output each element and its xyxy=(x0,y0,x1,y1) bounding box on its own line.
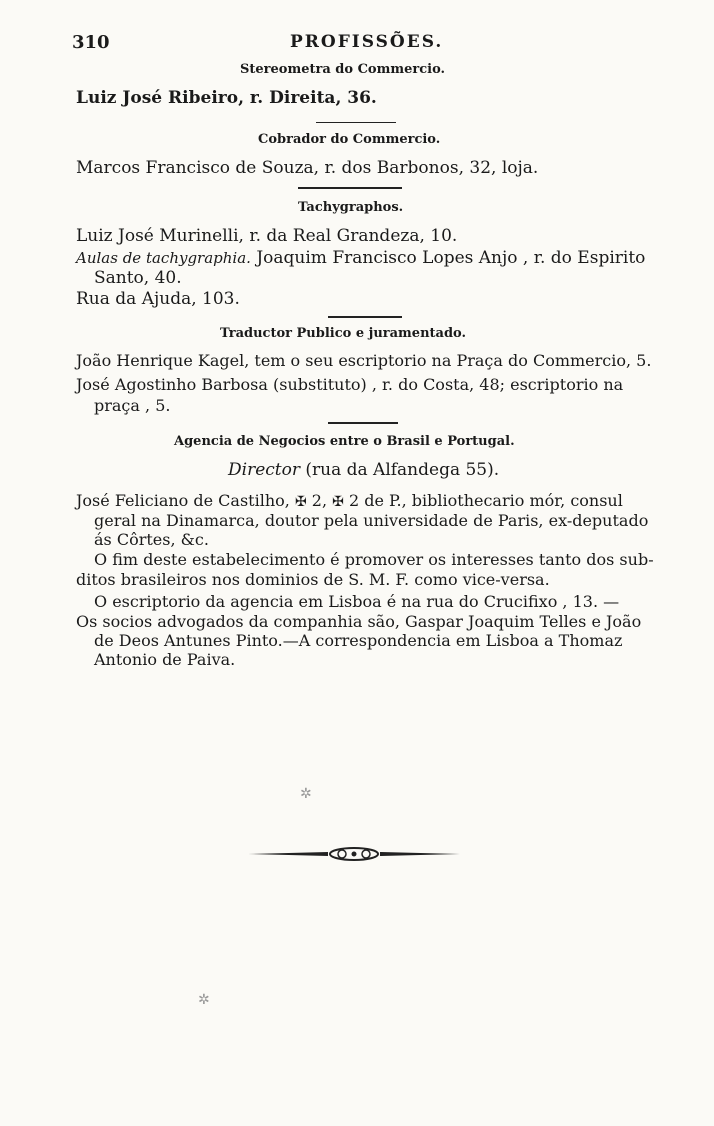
entry-line: Luiz José Ribeiro, r. Direita, 36. xyxy=(76,88,377,108)
entry-line: ditos brasileiros nos dominios de S. M. F. como vice-versa. xyxy=(76,570,550,589)
entry-line: geral na Dinamarca, doutor pela universidade de Paris, ex-deputado xyxy=(94,511,649,530)
director-line xyxy=(228,460,499,480)
entry-text: 2 de P., bibliothecario mór, consul xyxy=(343,491,623,510)
entry-line: Os socios advogados da companhia são, Gaspar Joaquim Telles e João xyxy=(76,612,642,631)
section-title-cobrador: Cobrador do Commercio. xyxy=(258,132,441,147)
entry-line xyxy=(76,248,645,268)
order-cross-icon: ✠ xyxy=(294,494,307,510)
entry-line: Rua da Ajuda, 103. xyxy=(76,289,240,309)
entry-text: 2, xyxy=(306,491,333,510)
section-title-agencia: Agencia de Negocios entre o Brasil e Portugal. xyxy=(174,434,515,449)
entry-line: O escriptorio da agencia em Lisboa é na rua do Crucifixo , 13. — xyxy=(94,592,620,611)
entry-text: José Feliciano de Castilho, xyxy=(76,491,295,510)
section-divider xyxy=(328,316,402,318)
section-divider xyxy=(298,187,402,189)
entry-text: Joaquim Francisco Lopes Anjo , r. do Espirito xyxy=(250,248,646,268)
entry-line: Antonio de Paiva. xyxy=(94,650,236,669)
entry-line: Santo, 40. xyxy=(94,268,182,288)
section-title-traductor: Traductor Publico e juramentado. xyxy=(220,326,467,341)
entry-line: Luiz José Murinelli, r. da Real Grandeza, 10. xyxy=(76,226,458,246)
section-title-tachygraphos: Tachygraphos. xyxy=(298,200,404,215)
tailpiece-ornament-icon xyxy=(248,842,460,866)
section-divider xyxy=(328,422,398,424)
italic-label: Aulas de tachygraphia. xyxy=(76,249,251,267)
entry-line: Marcos Francisco de Souza, r. dos Barbonos, 32, loja. xyxy=(76,158,539,178)
entry-line: O fim deste estabelecimento é promover os interesses tanto dos sub- xyxy=(94,550,654,569)
entry-text: (rua da Alfandega 55). xyxy=(299,460,500,480)
print-speck: ✲ xyxy=(198,992,210,1008)
section-divider xyxy=(316,122,396,123)
italic-label: Director xyxy=(228,460,300,480)
entry-line xyxy=(76,491,623,510)
print-speck: ✲ xyxy=(300,786,312,802)
page-number: 310 xyxy=(72,32,110,53)
order-cross-icon: ✠ xyxy=(332,494,344,510)
entry-line: de Deos Antunes Pinto.—A correspondencia em Lisboa a Thomaz xyxy=(94,631,623,650)
entry-line: João Henrique Kagel, tem o seu escriptorio na Praça do Commercio, 5. xyxy=(76,351,652,370)
entry-line: praça , 5. xyxy=(94,396,171,415)
entry-line: José Agostinho Barbosa (substituto) , r. do Costa, 48; escriptorio na xyxy=(76,375,624,394)
section-title-stereometra: Stereometra do Commercio. xyxy=(240,62,446,77)
running-head: PROFISSÕES. xyxy=(290,32,444,52)
entry-line: ás Côrtes, &c. xyxy=(94,530,209,549)
